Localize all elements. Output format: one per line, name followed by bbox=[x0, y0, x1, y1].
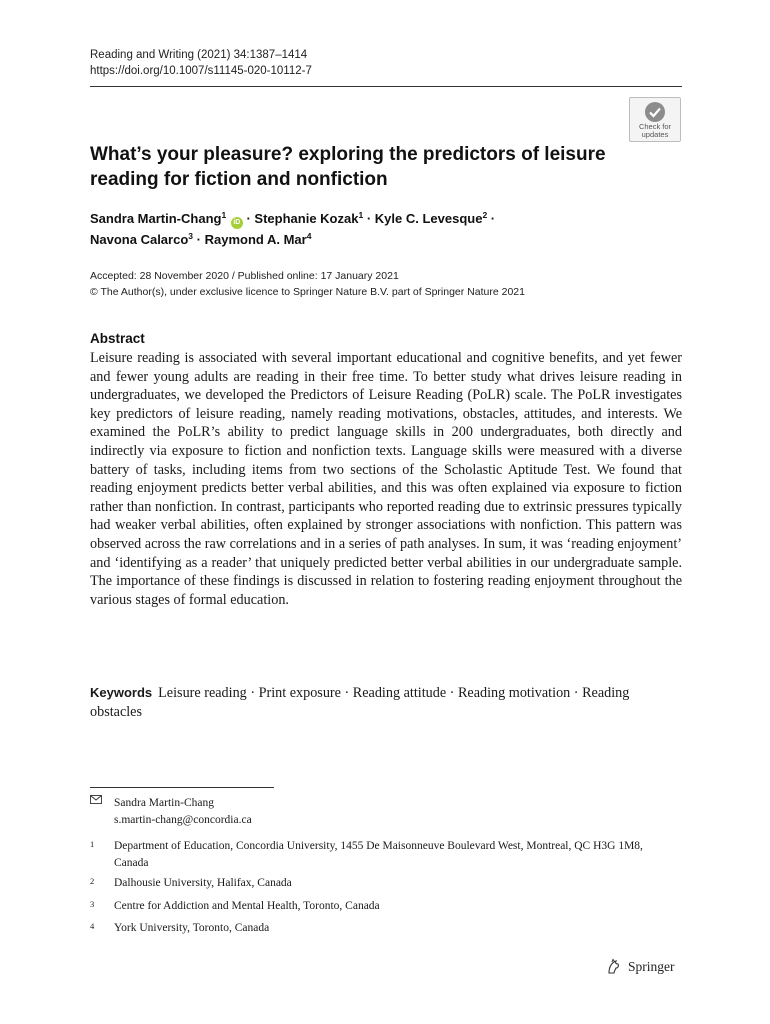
affiliation-number: 3 bbox=[90, 899, 95, 909]
check-updates-icon bbox=[644, 101, 666, 123]
corresponding-email[interactable]: s.martin-chang@concordia.ca bbox=[114, 814, 252, 826]
affiliation-number: 1 bbox=[90, 839, 95, 849]
keywords-section bbox=[90, 683, 682, 722]
author-affiliation-mark: 1 bbox=[221, 210, 227, 220]
affiliation-text: York University, Toronto, Canada bbox=[114, 922, 270, 934]
author-name[interactable]: Navona Calarco bbox=[90, 232, 189, 247]
journal-info bbox=[90, 47, 312, 79]
doi-link[interactable]: https://doi.org/10.1007/s11145-020-10112-7 bbox=[90, 65, 312, 77]
author-separator: · bbox=[490, 211, 496, 226]
author-name[interactable]: Kyle C. Levesque bbox=[374, 211, 483, 226]
author-name[interactable]: Sandra Martin‑Chang bbox=[90, 211, 222, 226]
publisher-logo bbox=[605, 958, 675, 976]
affiliation-number: 2 bbox=[90, 876, 95, 886]
keywords-label: Keywords bbox=[90, 685, 153, 700]
check-updates-line1: Check for bbox=[638, 122, 672, 131]
orcid-icon[interactable]: iD bbox=[231, 217, 243, 229]
journal-citation: Reading and Writing (2021) 34:1387–1414 bbox=[90, 49, 308, 61]
author-separator: · bbox=[246, 211, 251, 226]
author-list bbox=[90, 208, 650, 250]
author-separator: · bbox=[196, 232, 201, 247]
publisher-name: Springer bbox=[628, 959, 675, 974]
author-affiliation-mark: 1 bbox=[358, 210, 364, 220]
check-updates-line2: updates bbox=[641, 130, 669, 139]
affiliation-text: Centre for Addiction and Mental Health, Toronto, Canada bbox=[114, 900, 380, 912]
copyright-notice: © The Author(s), under exclusive licence to Springer Nature B.V. part of Springer Nature 2021 bbox=[90, 286, 525, 298]
author-name[interactable]: Stephanie Kozak bbox=[254, 211, 359, 226]
abstract-text: Leisure reading is associated with several important educational and cognitive benefits, and yet fewer and fewer young adults are reading in their free time. To better study what drives leisure reading in undergraduates, we developed the Predictors of Leisure Reading (PoLR) scale. The PoLR investigates key predictors of leisure reading, namely reading motivations, obstacles, attitudes, and interests. We examined the PoLR’s ability to predict language skills in 200 undergraduates, both directly and indirectly via exposure to fiction and nonfiction texts. Language skills were measured with a diverse battery of tasks, including items from two sections of the Scholastic Aptitude Test. We found that reading enjoyment predicts better verbal abilities, and this was often explained via exposure to fiction rather than nonfiction. In contrast, participants who reported reading due to extrinsic pressures typically had weaker verbal abilities, often explained by stronger associations with nonfiction. This pattern was observed across the raw correlations and in a series of path analyses. In sum, it was ‘reading enjoyment’ and ‘identifying as a reader’ that uniquely predicted better verbal abilities in our undergraduate sample. The importance of these findings is discussed in relation to fostering reading enjoyment throughout the various stages of formal education. bbox=[90, 350, 682, 608]
keywords-list: Leisure reading · Print exposure · Reading attitude · Reading motivation · Reading obstacles bbox=[90, 685, 630, 720]
author-separator: · bbox=[366, 211, 372, 226]
footnote-rule bbox=[90, 787, 274, 788]
paper-title: What’s your pleasure? exploring the predictors of leisure reading for fiction and nonfiction bbox=[90, 144, 606, 190]
author-affiliation-mark: 3 bbox=[188, 231, 193, 241]
author-affiliation-mark: 2 bbox=[482, 210, 488, 220]
corresponding-name: Sandra Martin‑Chang bbox=[114, 797, 214, 809]
affiliation-text: Dalhousie University, Halifax, Canada bbox=[114, 877, 292, 889]
author-affiliation-mark: 4 bbox=[306, 231, 312, 241]
check-for-updates-badge[interactable] bbox=[629, 97, 681, 142]
affiliation-text: Department of Education, Concordia University, 1455 De Maisonneuve Boulevard West, Montreal, QC H3G 1M8, Canada bbox=[114, 840, 643, 869]
affiliation-number: 4 bbox=[90, 921, 95, 931]
accepted-published-dates: Accepted: 28 November 2020 / Published online: 17 January 2021 bbox=[90, 270, 399, 282]
author-name[interactable]: Raymond A. Mar bbox=[204, 232, 307, 247]
header-rule bbox=[90, 86, 682, 87]
abstract-heading: Abstract bbox=[90, 331, 145, 346]
springer-horse-icon bbox=[605, 958, 623, 976]
publication-dates bbox=[90, 268, 690, 300]
envelope-icon bbox=[90, 795, 102, 807]
